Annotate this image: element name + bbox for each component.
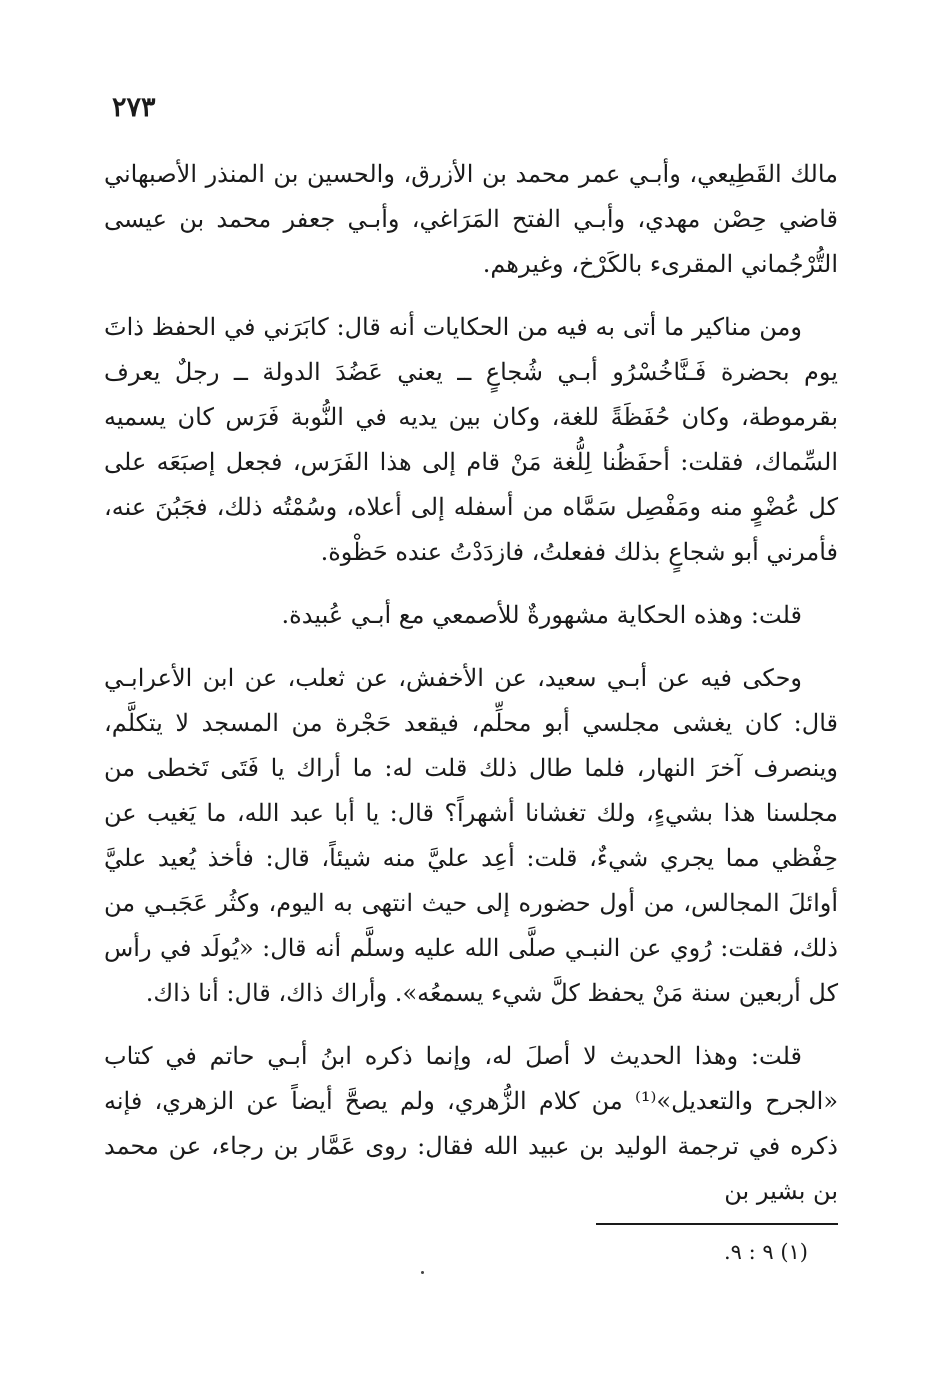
page-number: ٢٧٣: [112, 92, 156, 123]
paragraph-5: قلت: وهذا الحديث لا أصلَ له، وإنما ذكره ابنُ أبـي حاتم في كتاب «الجرح والتعديل»⁽¹⁾ من كلام الزُّهري، ولم يصحَّ أيضاً عن الزهري، فإنه ذكره في ترجمة الوليد بن عبيد الله فقال: روى عَمَّار بن رجاء، عن محمد بن بشير بن: [104, 1042, 838, 1205]
footnote-divider: [596, 1223, 838, 1225]
footnote: (١) ٩ : ٩.: [723, 1240, 808, 1264]
paragraph-3: قلت: وهذه الحكاية مشهورةٌ للأصمعي مع أبـي عُبيدة.: [281, 601, 802, 629]
paragraph-4: وحكى فيه عن أبـي سعيد، عن الأخفش، عن ثعلب، عن ابن الأعرابـي قال: كان يغشى مجلسي أبو محلِّم، فيقعد حَجْرة من المسجد لا يتكلَّم، وينصرف آخرَ النهار، فلما طال ذلك قلت له: ما أراك يا فَتَى تَخطى من مجلسنا هذا بشيءٍ، ولك تغشانا أشهراً؟ قال: يا أبا عبد الله، ما يَغيب عن حِفْظي مما يجري شيءٌ، قلت: أعِد عليَّ منه شيئاً، قال: فأخذ يُعيد عليَّ أوائلَ المجالس، من أول حضوره إلى حيث انتهى به اليوم، وكثُر عَجَبـي من ذلك، فقلت: رُوي عن النبـي صلَّى الله عليه وسلَّم أنه قال: «يُولَد في رأس كل أربعين سنة مَنْ يحفظ كلَّ شيء يسمعُه». وأراك ذاك، قال: أنا ذاك.: [104, 664, 838, 1007]
paragraph-1: مالك القَطِيعي، وأبـي عمر محمد بن الأزرق، والحسين بن المنذر الأصبهاني قاضي حِصْن مهدي، وأبـي الفتح المَرَاغي، وأبـي جعفر محمد بن عيسى التُّرْجُماني المقرىء بالكَرْخ، وغيرهم.: [104, 160, 838, 278]
main-text: [104, 152, 838, 1232]
paragraph-2: ومن مناكير ما أتى به فيه من الحكايات أنه قال: كابَرَني في الحفظ ذاتَ يوم بحضرة فَـنَّاخُسْرُو أبـي شُجاعٍ ــ يعني عَضُدَ الدولة ــ رجلٌ يعرف بقرموطة، وكان حُفَظَةً للغة، وكان بين يديه في النُّوبة فَرَس كان يسميه السِّماك، فقلت: أحفَظُنا لِلُّغة مَنْ قام إلى هذا الفَرَس، فجعل إصبَعَه على كل عُضْوٍ منه ومَفْصِل سَمَّاه من أسفله إلى أعلاه، وسُمْتُه ذلك، فجَبُنَ عنه، فأمرني أبو شجاعٍ بذلك ففعلتُ، فازدَدْتُ عنده حَظْوة.: [104, 313, 838, 566]
print-speck: [421, 1271, 424, 1274]
